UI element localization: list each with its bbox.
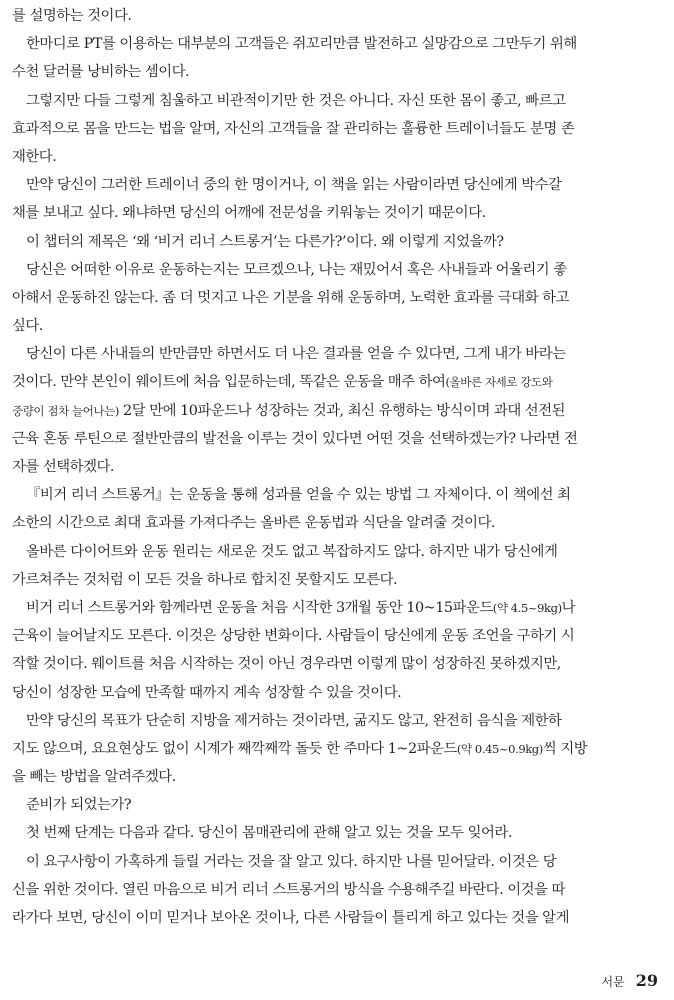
line-text-continued: 나 [561, 599, 576, 616]
text-line [12, 791, 662, 819]
line-text: 수천 달러를 낭비하는 셈이다. [12, 64, 190, 81]
line-text: 한마디로 PT를 이용하는 대부분의 고객들은 쥐꼬리만큼 발전하고 실망감으로 그만두기 위해 [26, 36, 577, 53]
line-text: 지도 않으며, 요요현상도 없이 시계가 째깍째깍 돌듯 한 주마다 1~2파운드 [12, 740, 457, 757]
text-line [12, 312, 662, 340]
text-line [12, 707, 662, 735]
parenthetical-note: (약 0.45~0.9kg) [456, 741, 543, 756]
page-number: 29 [635, 971, 658, 990]
line-text: 소한의 시간으로 최대 효과를 가져다주는 올바른 운동법과 식단을 알려줄 것이다. [12, 515, 495, 532]
line-text: 라가다 보면, 당신이 이미 믿거나 보아온 것이나, 다른 사람들이 틀리게 하고 있다는 것을 알게 [12, 910, 569, 926]
line-text: 채를 보내고 싶다. 왜냐하면 당신의 어깨에 전문성을 키워놓는 것이기 때문이다. [12, 205, 486, 222]
parenthetical-note: 중량이 점차 늘어나는) [12, 403, 119, 418]
text-line [12, 679, 662, 707]
text-line [12, 904, 662, 932]
line-text: 준비가 되었는가? [26, 797, 132, 814]
line-text: 재한다. [12, 148, 57, 165]
text-line [12, 481, 662, 509]
section-label: 서문 [601, 975, 625, 989]
parenthetical-note: (올바른 자세로 강도와 [445, 375, 553, 390]
line-text-continued: 씩 지방 [542, 740, 588, 757]
line-text: 효과적으로 몸을 만드는 법을 알며, 자신의 고객들을 잘 관리하는 훌륭한 트레이너들도 분명 존 [12, 120, 575, 137]
text-line [12, 284, 662, 312]
text-line [12, 143, 662, 171]
text-line [12, 87, 662, 115]
line-text: 만약 당신의 목표가 단순히 지방을 제거하는 것이라면, 굶지도 않고, 완전히 음식을 제한하 [26, 712, 562, 729]
text-line [12, 622, 662, 650]
text-line [12, 368, 662, 396]
text-line [12, 171, 662, 199]
text-line [12, 115, 662, 143]
text-line [12, 58, 662, 86]
line-text: 싶다. [12, 318, 43, 335]
text-line [12, 876, 662, 904]
line-text: 를 설명하는 것이다. [12, 8, 132, 24]
line-text: 을 빼는 방법을 알려주겠다. [12, 769, 176, 786]
line-text: 근육이 늘어날지도 모른다. 이것은 상당한 변화이다. 사람들이 당신에게 운동 조언을 구하기 시 [12, 628, 575, 645]
text-line [12, 340, 662, 368]
line-text: 신을 위한 것이다. 열린 마음으로 비거 리너 스트롱거의 방식을 수용해주길 바란다. 이것을 따 [12, 881, 565, 898]
parenthetical-note: (약 4.5~9kg) [492, 600, 562, 615]
text-line [12, 650, 662, 678]
line-text: 당신은 어떠한 이유로 운동하는지는 모르겠으나, 나는 재밌어서 혹은 사내들과 어울리기 좋 [26, 261, 567, 278]
line-text: 비거 리너 스트롱거와 함께라면 운동을 처음 시작한 3개월 동안 10~15파운드 [26, 599, 493, 616]
text-line [12, 819, 662, 847]
line-text: 그렇지만 다들 그렇게 침울하고 비관적이기만 한 것은 아니다. 자신 또한 몸이 좋고, 빠르고 [26, 92, 566, 109]
text-line [12, 2, 662, 30]
line-text: 근육 혼동 루틴으로 절반만큼의 발전을 이루는 것이 있다면 어떤 것을 선택하겠는가? 나라면 전 [12, 430, 578, 447]
text-line [12, 763, 662, 791]
text-line [12, 397, 662, 425]
line-text: 첫 번째 단계는 다음과 같다. 당신이 몸매관리에 관해 알고 있는 것을 모두 잊어라. [26, 825, 512, 842]
line-text: 작할 것이다. 웨이트를 처음 시작하는 것이 아닌 경우라면 이렇게 많이 성장하진 못하겠지만, [12, 656, 561, 673]
text-line [12, 848, 662, 876]
line-text: 『비거 리너 스트롱거』는 운동을 통해 성과를 얻을 수 있는 방법 그 자체이다. 이 책에선 최 [26, 487, 571, 504]
text-line [12, 30, 662, 58]
line-text: 이 요구사항이 가혹하게 들릴 거라는 것을 잘 알고 있다. 하지만 나를 믿어달라. 이것은 당 [26, 853, 557, 870]
line-text: 아해서 운동하진 않는다. 좀 더 멋지고 나은 기분을 위해 운동하며, 노력한 효과를 극대화 하고 [12, 289, 569, 306]
line-text: 자를 선택하겠다. [12, 459, 114, 475]
line-text: 가르쳐주는 것처럼 이 모든 것을 하나로 합치진 못할지도 모른다. [12, 571, 398, 588]
text-line [12, 566, 662, 594]
text-line [12, 735, 662, 763]
line-text: 이 챕터의 제목은 ‘왜 ‘비거 리너 스트롱거’는 다른가?’이다. 왜 이렇게 지었을까? [26, 233, 504, 250]
text-line [12, 509, 662, 537]
text-line [12, 228, 662, 256]
line-text: 당신이 성장한 모습에 만족할 때까지 계속 성장할 수 있을 것이다. [12, 684, 402, 701]
text-line [12, 256, 662, 284]
text-line [12, 594, 662, 622]
text-line [12, 199, 662, 227]
line-text: 만약 당신이 그러한 트레이너 중의 한 명이거나, 이 책을 읽는 사람이라면 당신에게 박수갈 [26, 177, 562, 194]
body-text [12, 2, 662, 932]
line-text-continued: 2달 만에 10파운드나 성장하는 것과, 최신 유행하는 방식이며 과대 선전된 [118, 402, 566, 419]
line-text: 것이다. 만약 본인이 웨이트에 처음 입문하는데, 똑같은 운동을 매주 하여 [12, 374, 446, 391]
line-text: 올바른 다이어트와 운동 원리는 새로운 것도 없고 복잡하지도 않다. 하지만 내가 당신에게 [26, 543, 558, 560]
text-line [12, 538, 662, 566]
text-line [12, 425, 662, 453]
line-text: 당신이 다른 사내들의 반만큼만 하면서도 더 나은 결과를 얻을 수 있다면, 그게 내가 바라는 [26, 346, 566, 363]
page-footer [601, 971, 658, 990]
text-line [12, 453, 662, 481]
